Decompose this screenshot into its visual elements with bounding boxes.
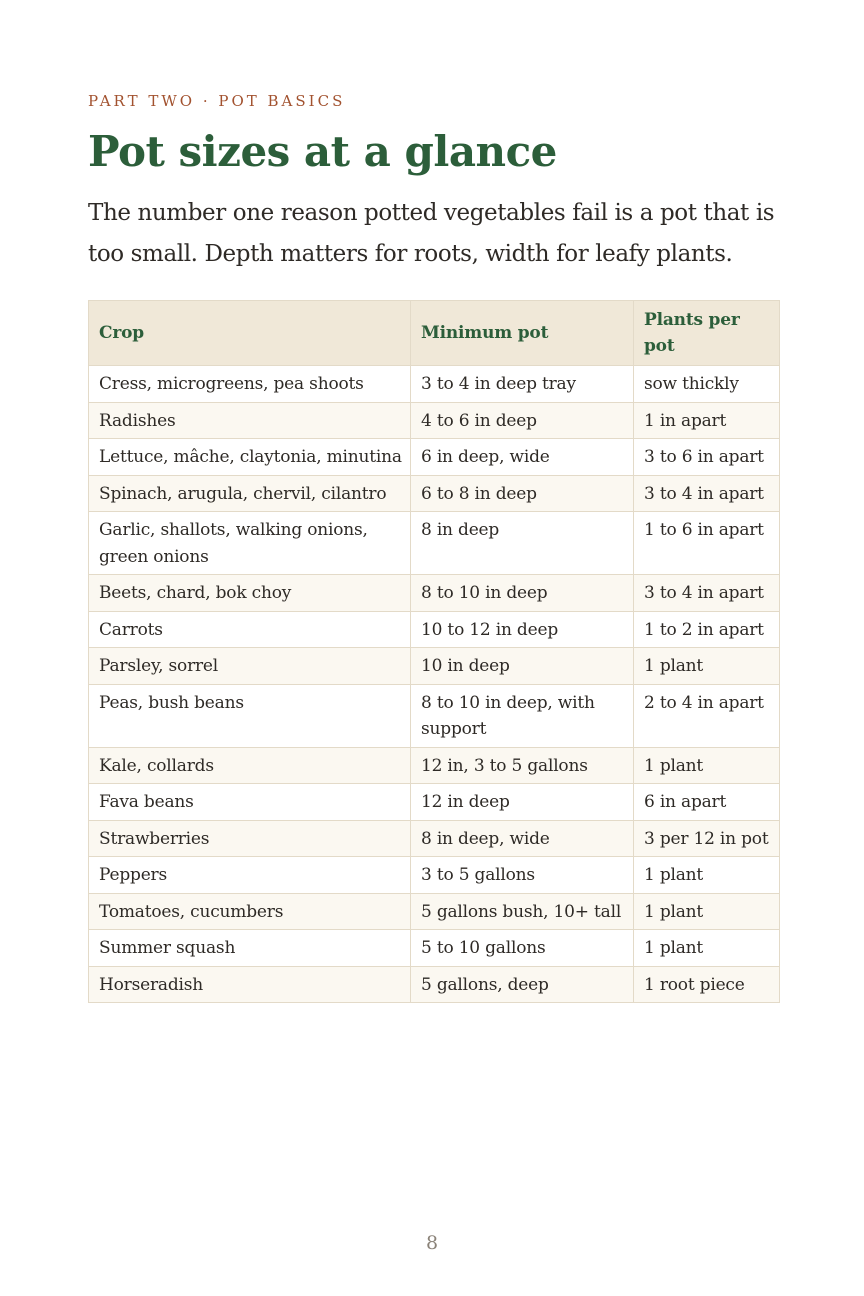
cell-plants-per-pot: 2 to 4 in apart: [634, 684, 780, 747]
cell-plants-per-pot: 1 to 2 in apart: [634, 611, 780, 648]
cell-minimum-pot: 12 in deep: [411, 784, 634, 821]
cell-minimum-pot: 8 in deep, wide: [411, 820, 634, 857]
column-header-minimum-pot: Minimum pot: [411, 301, 634, 366]
cell-minimum-pot: 5 to 10 gallons: [411, 930, 634, 967]
table-row: [89, 575, 780, 612]
column-header-plants-per-pot: Plants per pot: [634, 301, 780, 366]
table-body: [89, 366, 780, 1003]
column-header-crop: Crop: [89, 301, 411, 366]
table-row: [89, 684, 780, 747]
cell-plants-per-pot: 1 plant: [634, 747, 780, 784]
cell-minimum-pot: 5 gallons bush, 10+ tall: [411, 893, 634, 930]
cell-minimum-pot: 5 gallons, deep: [411, 966, 634, 1003]
cell-minimum-pot: 6 in deep, wide: [411, 439, 634, 476]
cell-crop: Lettuce, mâche, claytonia, minutina: [89, 439, 411, 476]
cell-minimum-pot: 3 to 5 gallons: [411, 857, 634, 894]
cell-plants-per-pot: 1 plant: [634, 857, 780, 894]
cell-minimum-pot: 8 to 10 in deep, with support: [411, 684, 634, 747]
table-row: [89, 611, 780, 648]
cell-minimum-pot: 10 in deep: [411, 648, 634, 685]
table-row: [89, 784, 780, 821]
cell-minimum-pot: 8 to 10 in deep: [411, 575, 634, 612]
cell-crop: Horseradish: [89, 966, 411, 1003]
table-row: [89, 439, 780, 476]
table-header-row: [89, 301, 780, 366]
cell-plants-per-pot: 1 to 6 in apart: [634, 512, 780, 575]
cell-crop: Summer squash: [89, 930, 411, 967]
table-row: [89, 857, 780, 894]
cell-plants-per-pot: 1 plant: [634, 893, 780, 930]
cell-plants-per-pot: 1 plant: [634, 930, 780, 967]
cell-plants-per-pot: 1 plant: [634, 648, 780, 685]
table-row: [89, 366, 780, 403]
cell-minimum-pot: 3 to 4 in deep tray: [411, 366, 634, 403]
cell-crop: Fava beans: [89, 784, 411, 821]
table-row: [89, 402, 780, 439]
cell-minimum-pot: 12 in, 3 to 5 gallons: [411, 747, 634, 784]
cell-crop: Beets, chard, bok choy: [89, 575, 411, 612]
cell-plants-per-pot: 1 root piece: [634, 966, 780, 1003]
section-eyebrow: PART TWO · POT BASICS: [88, 92, 346, 110]
cell-plants-per-pot: 3 per 12 in pot: [634, 820, 780, 857]
cell-plants-per-pot: 3 to 4 in apart: [634, 475, 780, 512]
table-row: [89, 747, 780, 784]
table-row: [89, 648, 780, 685]
cell-plants-per-pot: 3 to 4 in apart: [634, 575, 780, 612]
cell-crop: Parsley, sorrel: [89, 648, 411, 685]
cell-plants-per-pot: 6 in apart: [634, 784, 780, 821]
cell-crop: Peas, bush beans: [89, 684, 411, 747]
cell-plants-per-pot: 1 in apart: [634, 402, 780, 439]
cell-crop: Radishes: [89, 402, 411, 439]
cell-crop: Cress, microgreens, pea shoots: [89, 366, 411, 403]
page-number: 8: [425, 1232, 439, 1254]
cell-minimum-pot: 10 to 12 in deep: [411, 611, 634, 648]
table-row: [89, 475, 780, 512]
pot-size-table: [88, 300, 780, 1003]
table-row: [89, 512, 780, 575]
cell-crop: Spinach, arugula, chervil, cilantro: [89, 475, 411, 512]
table-row: [89, 820, 780, 857]
page-title: Pot sizes at a glance: [88, 127, 557, 176]
cell-crop: Carrots: [89, 611, 411, 648]
cell-plants-per-pot: sow thickly: [634, 366, 780, 403]
cell-minimum-pot: 4 to 6 in deep: [411, 402, 634, 439]
intro-paragraph: The number one reason potted vegetables fail is a pot that is too small. Depth matters for roots, width for leafy plants.: [88, 200, 775, 267]
table-row: [89, 966, 780, 1003]
cell-plants-per-pot: 3 to 6 in apart: [634, 439, 780, 476]
cell-crop: Strawberries: [89, 820, 411, 857]
cell-crop: Garlic, shallots, walking onions, green onions: [89, 512, 411, 575]
table-row: [89, 893, 780, 930]
cell-crop: Kale, collards: [89, 747, 411, 784]
cell-minimum-pot: 6 to 8 in deep: [411, 475, 634, 512]
table-row: [89, 930, 780, 967]
cell-crop: Peppers: [89, 857, 411, 894]
cell-crop: Tomatoes, cucumbers: [89, 893, 411, 930]
cell-minimum-pot: 8 in deep: [411, 512, 634, 575]
